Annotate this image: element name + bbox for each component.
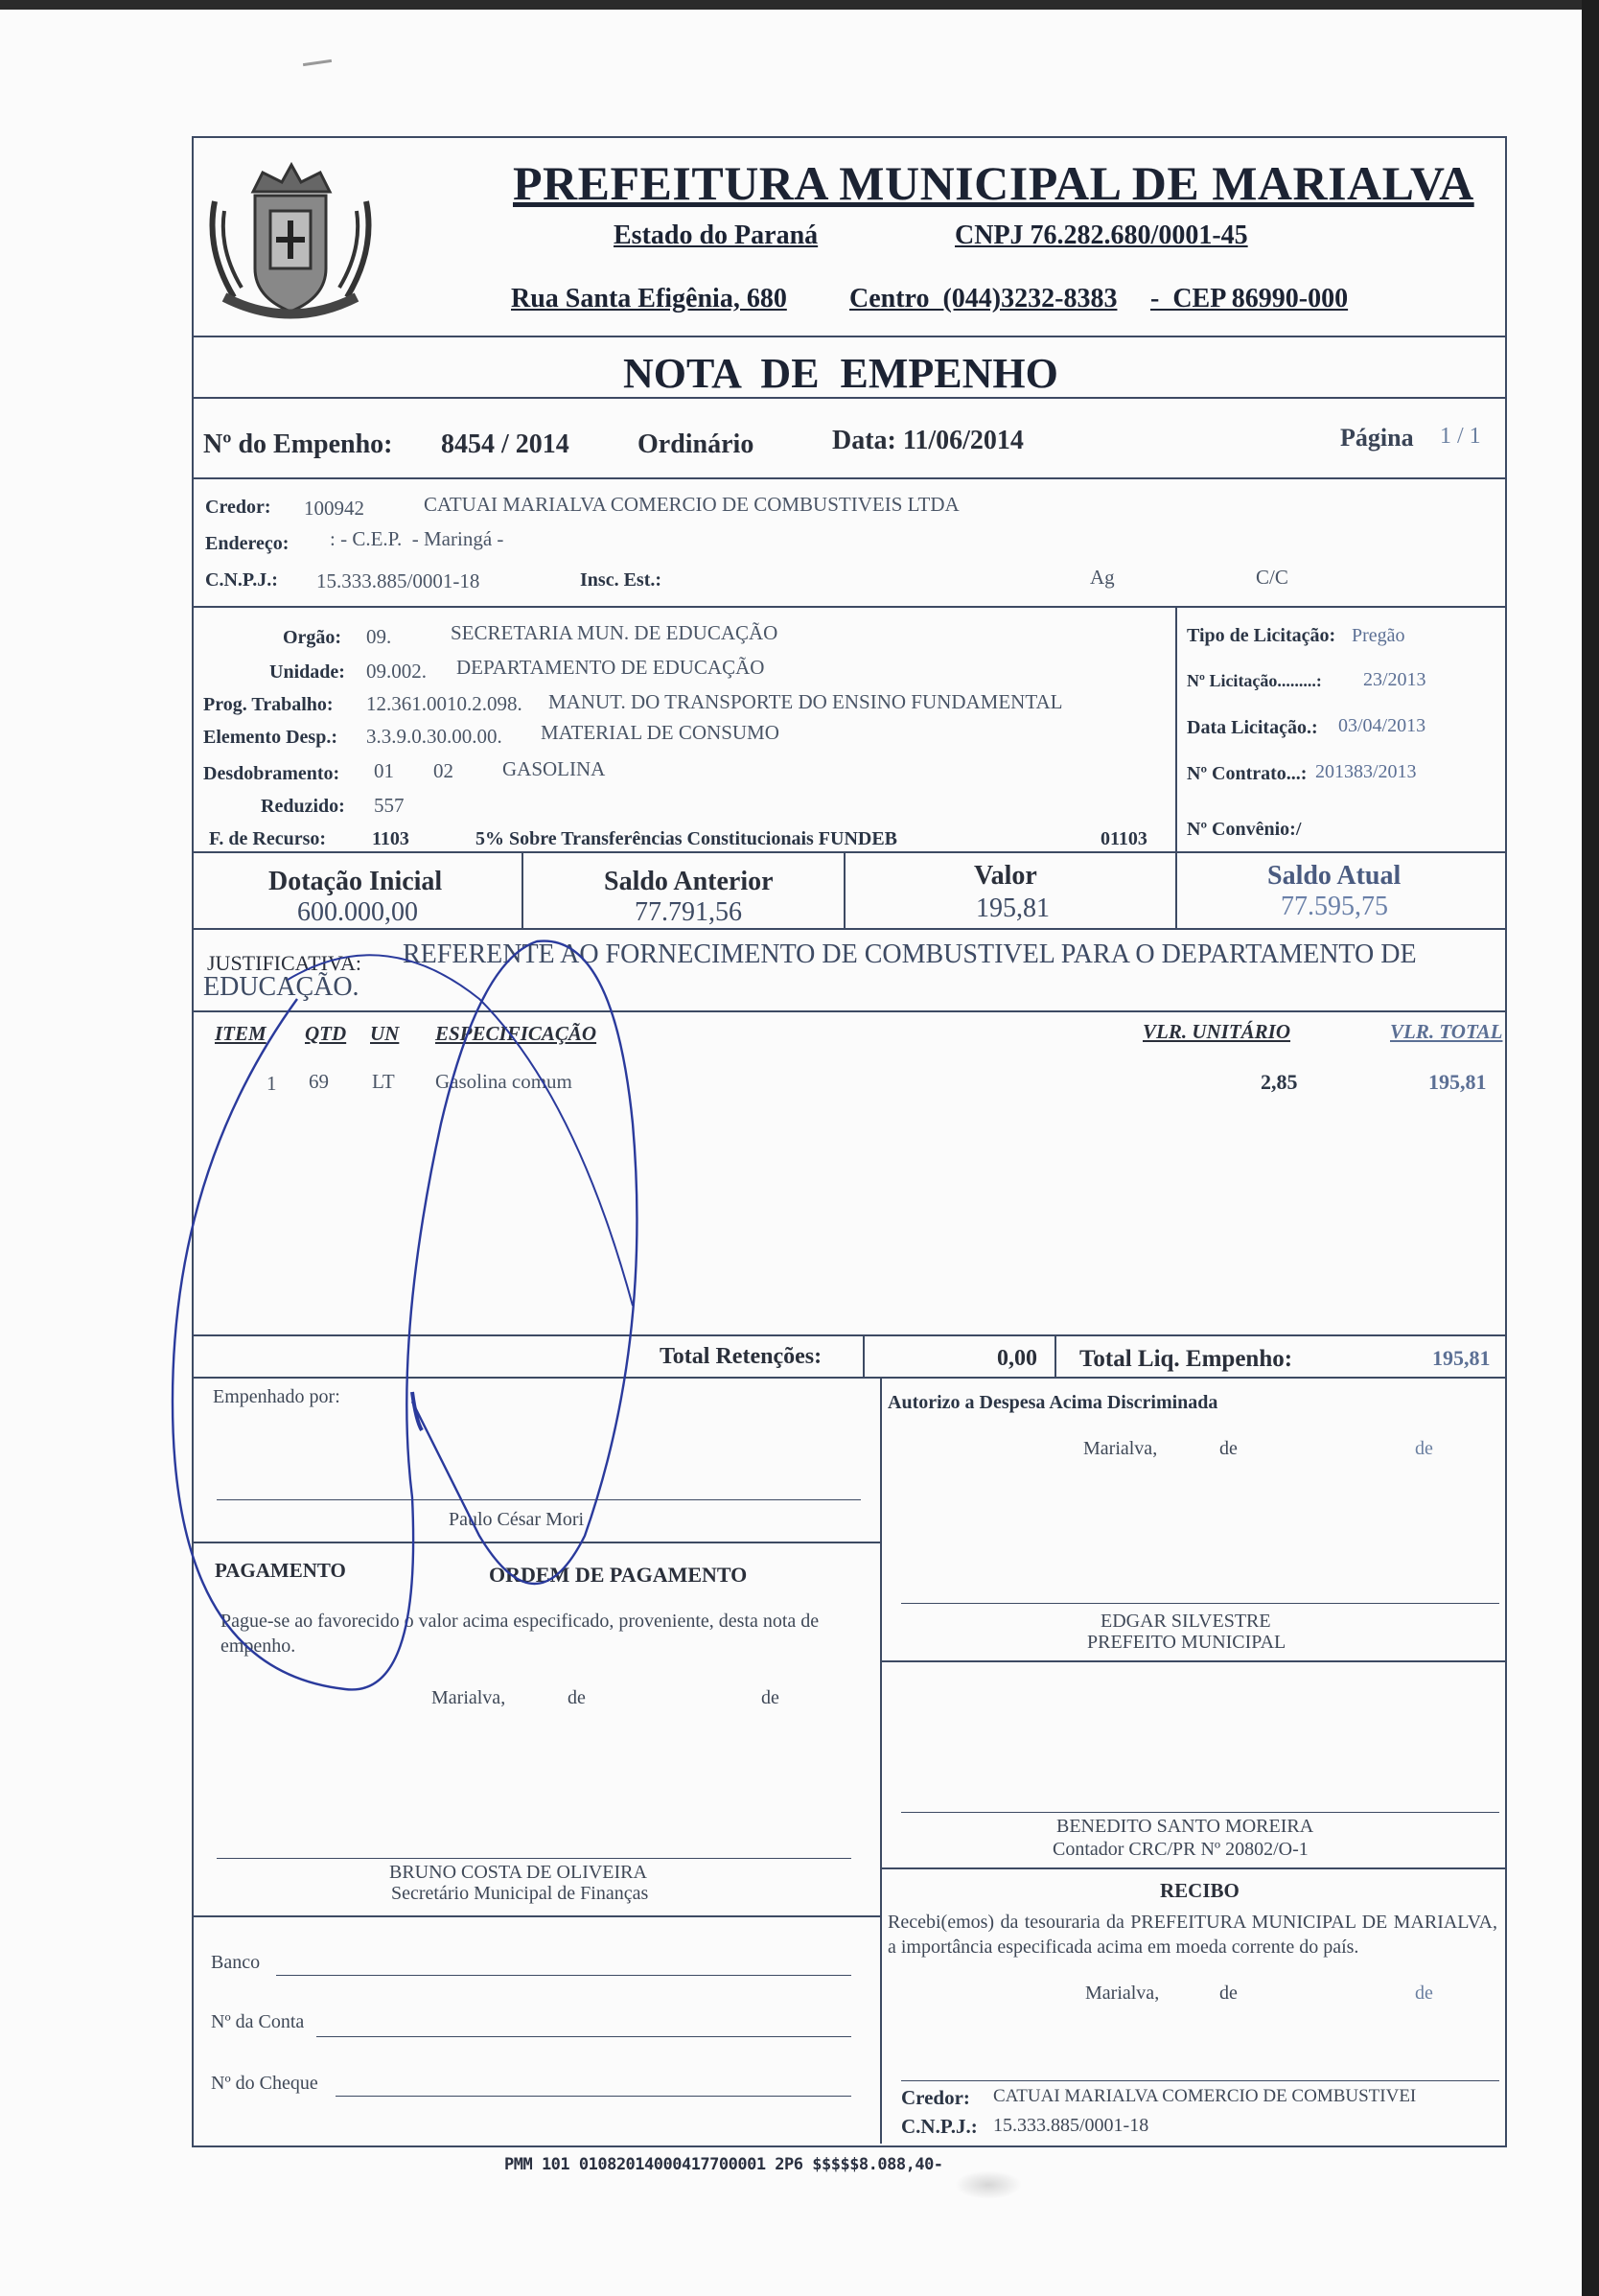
- prefeito-title: PREFEITO MUNICIPAL: [1087, 1632, 1286, 1653]
- item-spec: Gasolina comum: [435, 1070, 572, 1093]
- desdobramento-a: 01: [374, 759, 394, 782]
- municipality-cep: - CEP 86990-000: [1150, 284, 1349, 313]
- recibo-city: Marialva,: [1085, 1983, 1160, 2004]
- recibo-cnpj: 15.333.885/0001-18: [993, 2115, 1149, 2136]
- autorizo-de-2: de: [1415, 1438, 1433, 1459]
- scan-smudge: [955, 2170, 1022, 2199]
- secretario-name: BRUNO COSTA DE OLIVEIRA: [389, 1862, 647, 1883]
- recurso-label: F. de Recurso:: [209, 828, 327, 849]
- reduzido-label: Reduzido:: [261, 796, 345, 817]
- pagamento-de-2: de: [761, 1687, 779, 1708]
- col-item: ITEM: [215, 1022, 266, 1045]
- retencoes-value: 0,00: [997, 1346, 1037, 1371]
- empenho-type: Ordinário: [637, 429, 754, 459]
- cc-label: C/C: [1256, 566, 1288, 589]
- autorizo-city: Marialva,: [1083, 1438, 1158, 1459]
- banco-label: Banco: [211, 1952, 261, 1973]
- elemento-code: 3.3.9.0.30.00.00.: [366, 725, 502, 748]
- saldo-atual-value: 77.595,75: [1281, 892, 1388, 921]
- handwritten-signature: [134, 807, 748, 1728]
- convenio-label: Nº Convênio:/: [1187, 819, 1302, 840]
- col-un: UN: [370, 1022, 400, 1045]
- empenho-number: 8454 / 2014: [441, 429, 569, 459]
- data-licitacao-label: Data Licitação.:: [1187, 717, 1318, 738]
- saldo-atual-label: Saldo Atual: [1267, 861, 1402, 891]
- municipality-street: Rua Santa Efigênia, 680: [511, 284, 787, 313]
- credor-label: Credor:: [205, 497, 271, 518]
- contador-title: Contador CRC/PR Nº 20802/O-1: [1053, 1839, 1309, 1860]
- scan-right-edge: [1582, 0, 1599, 2296]
- contador-name: BENEDITO SANTO MOREIRA: [1056, 1816, 1314, 1837]
- item-un: LT: [372, 1070, 395, 1093]
- numero-licitacao-value: 23/2013: [1363, 669, 1426, 690]
- justificativa-line-1: REFERENTE AO FORNECIMENTO DE COMBUSTIVEL PARA O DEPARTAMENTO DE: [403, 939, 1417, 969]
- recurso-name: 5% Sobre Transferências Constitucionais FUNDEB: [475, 828, 898, 849]
- item-total: 195,81: [1428, 1070, 1487, 1094]
- ordem-pagamento-label: ORDEM DE PAGAMENTO: [489, 1563, 748, 1587]
- justificativa-label: JUSTIFICATIVA:: [207, 951, 361, 975]
- justificativa-line-2: EDUCAÇÃO.: [203, 972, 359, 1002]
- autorizo-de-1: de: [1219, 1438, 1238, 1459]
- scan-mark-top: [303, 59, 332, 66]
- municipality-title: PREFEITURA MUNICIPAL DE MARIALVA: [513, 156, 1474, 210]
- ag-label: Ag: [1090, 566, 1115, 589]
- recibo-de-2: de: [1415, 1983, 1433, 2004]
- saldo-anterior-label: Saldo Anterior: [604, 867, 774, 896]
- address-value: : - C.E.P. - Maringá -: [330, 527, 504, 550]
- item-number: 1: [266, 1072, 277, 1095]
- conta-label: Nº da Conta: [211, 2011, 305, 2032]
- total-liq-label: Total Liq. Empenho:: [1079, 1346, 1293, 1372]
- cnpj-label: C.N.P.J.:: [205, 569, 278, 591]
- recurso-code: 1103: [372, 828, 409, 849]
- contrato-label: Nº Contrato...:: [1187, 763, 1308, 784]
- page-number: 1 / 1: [1440, 424, 1481, 449]
- orgao-code: 09.: [366, 625, 392, 648]
- municipality-cnpj: CNPJ 76.282.680/0001-45: [955, 220, 1248, 250]
- reduzido-value: 557: [374, 794, 405, 817]
- machine-readable-line: PMM 101 01082014000417700001 2P6 $$$$$8.088,40-: [504, 2155, 943, 2174]
- elemento-label: Elemento Desp.:: [203, 727, 337, 748]
- tipo-licitacao-value: Pregão: [1352, 625, 1405, 646]
- document-title: NOTA DE EMPENHO: [623, 350, 1058, 397]
- insc-est-label: Insc. Est.:: [580, 569, 662, 591]
- contrato-value: 201383/2013: [1315, 761, 1417, 782]
- dotacao-label: Dotação Inicial: [268, 867, 443, 896]
- numero-licitacao-label: Nº Licitação.........:: [1187, 671, 1322, 690]
- desdobramento-b: 02: [433, 759, 453, 782]
- empenhado-por-label: Empenhado por:: [213, 1386, 340, 1407]
- desdobramento-label: Desdobramento:: [203, 763, 340, 784]
- pagamento-de-1: de: [568, 1687, 586, 1708]
- page-label: Página: [1340, 424, 1414, 452]
- dotacao-value: 600.000,00: [297, 897, 418, 927]
- cheque-label: Nº do Cheque: [211, 2073, 318, 2094]
- item-unit-price: 2,85: [1261, 1070, 1298, 1094]
- col-especificacao: ESPECIFICAÇÃO: [435, 1022, 597, 1045]
- unidade-code: 09.002.: [366, 660, 427, 683]
- empenho-number-label: Nº do Empenho:: [203, 429, 393, 459]
- col-qtd: QTD: [305, 1022, 347, 1045]
- prog-label: Prog. Trabalho:: [203, 694, 334, 715]
- recibo-label: RECIBO: [1160, 1879, 1240, 1902]
- saldo-anterior-value: 77.791,56: [635, 897, 742, 927]
- unidade-name: DEPARTAMENTO DE EDUCAÇÃO: [456, 656, 765, 679]
- municipality-district-phone: Centro (044)3232-8383: [849, 284, 1118, 313]
- credor-code: 100942: [304, 497, 364, 520]
- unidade-label: Unidade:: [269, 661, 345, 683]
- desdobramento-name: GASOLINA: [502, 757, 606, 780]
- credor-cnpj: 15.333.885/0001-18: [316, 569, 480, 592]
- valor-value: 195,81: [976, 893, 1050, 923]
- recurso-number: 01103: [1101, 828, 1147, 849]
- credor-name: CATUAI MARIALVA COMERCIO DE COMBUSTIVEIS LTDA: [424, 493, 960, 516]
- col-vlr-total: VLR. TOTAL: [1390, 1020, 1503, 1043]
- item-qtd: 69: [309, 1070, 329, 1093]
- state-name: Estado do Paraná: [614, 220, 819, 250]
- orgao-label: Orgão:: [283, 627, 342, 648]
- address-label: Endereço:: [205, 533, 290, 554]
- valor-label: Valor: [974, 861, 1037, 891]
- tipo-licitacao-label: Tipo de Licitação:: [1187, 625, 1336, 646]
- prog-name: MANUT. DO TRANSPORTE DO ENSINO FUNDAMENTAL: [548, 690, 1063, 713]
- recibo-de-1: de: [1219, 1983, 1238, 2004]
- secretario-title: Secretário Municipal de Finanças: [391, 1883, 649, 1904]
- empenho-date: Data: 11/06/2014: [832, 426, 1024, 455]
- recibo-credor-label: Credor:: [901, 2086, 970, 2109]
- empenhado-por-name: Paulo César Mori: [449, 1509, 585, 1530]
- autorizo-label: Autorizo a Despesa Acima Discriminada: [888, 1392, 1218, 1413]
- pagamento-label: PAGAMENTO: [215, 1559, 346, 1582]
- total-liq-value: 195,81: [1432, 1346, 1491, 1370]
- orgao-name: SECRETARIA MUN. DE EDUCAÇÃO: [451, 621, 778, 644]
- scan-top-edge: [0, 0, 1599, 10]
- elemento-name: MATERIAL DE CONSUMO: [541, 721, 779, 744]
- pague-se-text: Pague-se ao favorecido o valor acima especificado, proveniente, desta nota de empenho.: [220, 1611, 820, 1657]
- recibo-cnpj-label: C.N.P.J.:: [901, 2115, 978, 2138]
- municipal-coat-of-arms-icon: [196, 153, 385, 336]
- nota-de-empenho-form: [192, 136, 1507, 2147]
- retencoes-label: Total Retenções:: [660, 1344, 823, 1369]
- prog-code: 12.361.0010.2.098.: [366, 692, 522, 715]
- col-vlr-unitario: VLR. UNITÁRIO: [1143, 1020, 1291, 1043]
- data-licitacao-value: 03/04/2013: [1338, 715, 1426, 736]
- recibo-credor-name: CATUAI MARIALVA COMERCIO DE COMBUSTIVEI: [993, 2086, 1417, 2106]
- prefeito-name: EDGAR SILVESTRE: [1101, 1611, 1271, 1632]
- recibo-text: Recebi(emos) da tesouraria da PREFEITURA MUNICIPAL DE MARIALVA, a importância especificada acima em moeda corrente do país.: [888, 1912, 1497, 1958]
- pagamento-city: Marialva,: [431, 1687, 506, 1708]
